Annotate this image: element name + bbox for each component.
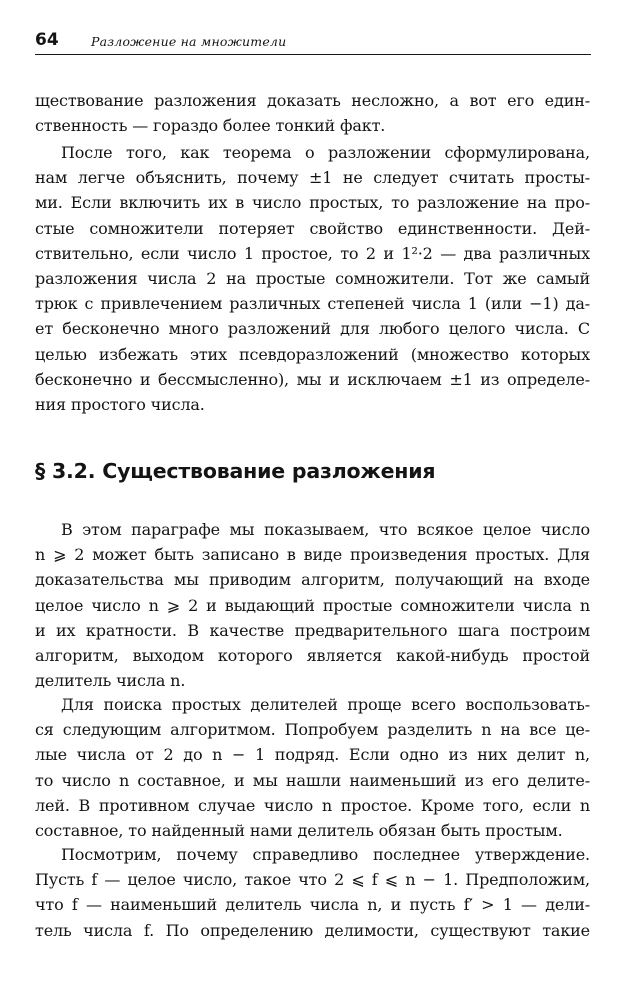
text-line: ми. Если включить их в число простых, то разложение на про- [35, 193, 590, 213]
text-line: лые числа от 2 до n − 1 подряд. Если одно из них делит n, [35, 745, 590, 765]
text-line: ществование разложения доказать несложно, а вот его един- [35, 91, 590, 110]
text-line: ственность — гораздо более тонкий факт. [35, 116, 386, 136]
text-line: ся следующим алгоритмом. Попробуем разделить n на все це- [35, 720, 590, 740]
text-line: Для поиска простых делителей проще всего воспользовать- [61, 695, 590, 714]
text-line: n ⩾ 2 может быть записано в виде произведения простых. Для [35, 545, 590, 565]
page-number: 64 [35, 30, 59, 50]
text-line: составное, то найденный нами делитель обязан быть простым. [35, 820, 563, 840]
paragraph-primes-definition [35, 140, 590, 417]
section-number: § 3.2. [35, 459, 96, 483]
text-line: Пусть f — целое число, такое что 2 ⩽ f ⩽ n − 1. Предположим, [35, 870, 590, 890]
text-line: стые сомножители потеряет свойство единственности. Дей- [35, 218, 590, 238]
text-line: ния простого числа. [35, 394, 205, 414]
text-line: В этом параграфе мы показываем, что всякое целое число [61, 520, 590, 539]
text-line: разложения числа 2 на простые сомножители. Тот же самый [35, 268, 590, 288]
paragraph-section-intro [35, 517, 590, 693]
running-title: Разложение на множители [91, 34, 287, 49]
paragraph-divisor-search [35, 692, 590, 843]
text-line: ет бесконечно много разложений для любого целого числа. С [35, 319, 590, 339]
text-line: доказательства мы приводим алгоритм, получающий на входе [35, 570, 590, 590]
text-line: нам легче объяснить, почему ±1 не следует считать просты- [35, 168, 590, 188]
text-line: целое число n ⩾ 2 и выдающий простые сомножители числа n [35, 595, 590, 615]
section-title: Существование разложения [102, 459, 436, 483]
text-line: трюк с привлечением различных степеней числа 1 (или −1) да- [35, 294, 590, 314]
text-line: тель числа f. По определению делимости, существуют такие [35, 920, 590, 940]
text-line: После того, как теорема о разложении сформулирована, [61, 143, 590, 162]
text-line: лей. В противном случае число n простое. Кроме того, если n [35, 795, 590, 815]
paragraph-continuation [35, 88, 590, 138]
text-line: делитель числа n. [35, 671, 186, 691]
text-line: целью избежать этих псевдоразложений (множество которых [35, 344, 590, 364]
text-line: ствительно, если число 1 простое, то 2 и 1²·2 — два различных [35, 243, 590, 263]
text-line: бесконечно и бессмысленно), мы и исключаем ±1 из определе- [35, 369, 590, 389]
text-line: алгоритм, выходом которого является какой-нибудь простой [35, 645, 590, 665]
text-line: то число n составное, и мы нашли наименьший из его делите- [35, 770, 590, 790]
running-head [35, 28, 591, 55]
text-line: Посмотрим, почему справедливо последнее утверждение. [61, 845, 590, 864]
text-line: и их кратности. В качестве предварительного шага построим [35, 620, 590, 640]
section-heading [35, 456, 435, 486]
text-line: что f — наименьший делитель числа n, и пусть f′ > 1 — дели- [35, 895, 590, 915]
paragraph-proof-start [35, 842, 590, 943]
